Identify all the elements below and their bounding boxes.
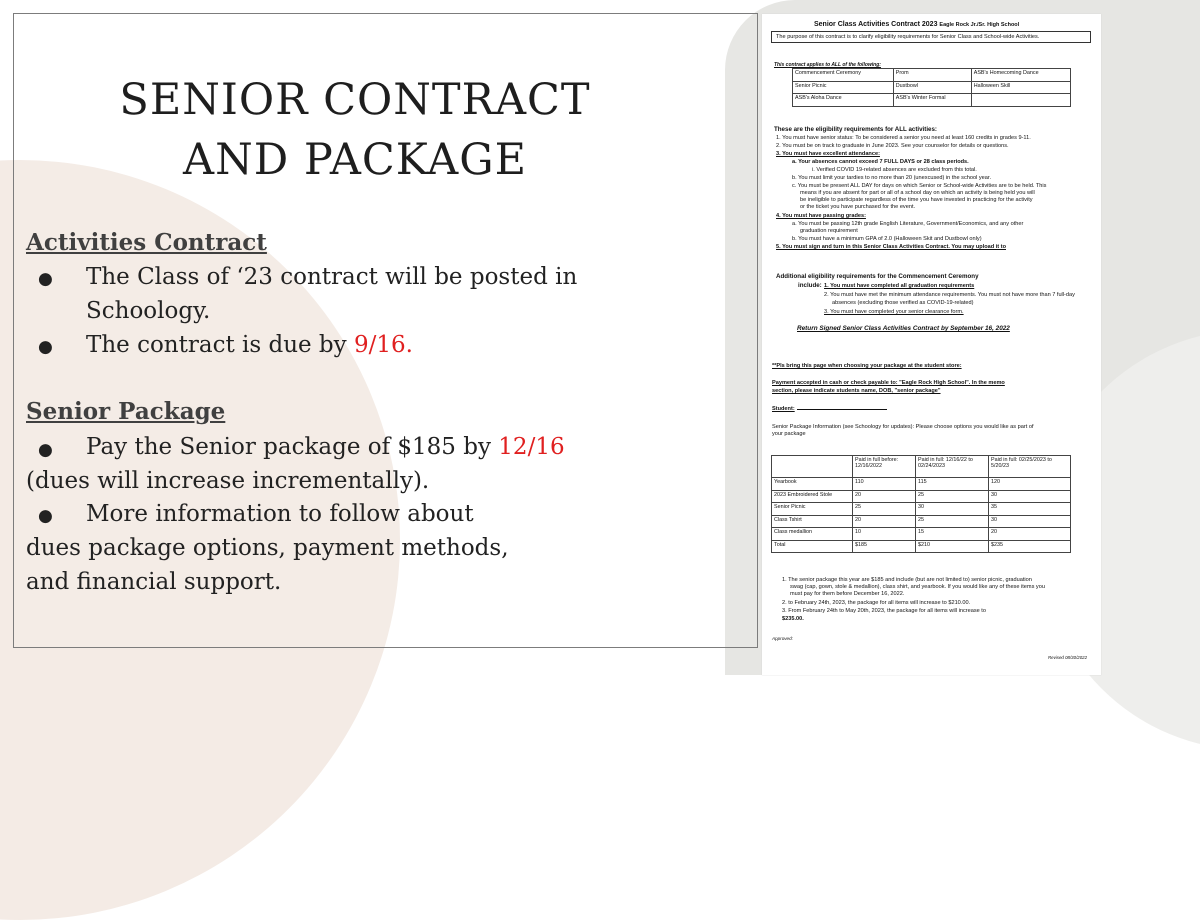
package-price-text: Pay the Senior package of $185 by: [86, 434, 499, 460]
doc-r2: 2. You must be on track to graduate in June 2023. See your counselor for details or questions.: [776, 143, 1009, 149]
doc-approved: Approved:: [772, 636, 793, 641]
doc-a2b: absences (excluding those verified as COVID-19-related): [832, 300, 974, 306]
doc-add-heading: Additional eligibility requirements for the Commencement Ceremony: [776, 273, 979, 280]
doc-n3b: $235.00.: [782, 616, 804, 622]
package-bullet-2c: and financial support.: [26, 569, 282, 595]
doc-n1c: must pay for them before December 16, 2022.: [790, 591, 905, 597]
package-bullet-2b: dues package options, payment methods,: [26, 535, 509, 561]
table-row: [772, 503, 1071, 516]
table-cell: ASB's Aloha Dance: [793, 94, 894, 107]
table-cell: 110: [853, 478, 916, 491]
doc-package-table: [771, 455, 1071, 553]
doc-r4a2: graduation requirement: [800, 228, 858, 234]
contract-document: [762, 14, 1101, 675]
doc-a2: 2. You must have met the minimum attendance requirements. You must not have more than 7 full-day: [824, 292, 1075, 298]
doc-purpose: The purpose of this contract is to clarify eligibility requirements for Senior Class and School-wide Activities.: [776, 34, 1040, 40]
table-cell: Senior Picnic: [772, 503, 853, 516]
doc-title: [814, 21, 1019, 29]
doc-r3c3: be ineligible to participate regardless of the time you have invested in practicing for the activity: [800, 197, 1033, 203]
doc-add-include: include:: [798, 282, 822, 289]
table-cell: 30: [989, 515, 1071, 528]
doc-n3a: 3. From February 24th to May 20th, 2023, the package for all items will increase to: [782, 608, 986, 614]
table-cell: 20: [853, 515, 916, 528]
table-header-cell: [772, 456, 853, 478]
activities-bullet-1b: Schoology.: [86, 298, 211, 324]
title-line-2: AND PACKAGE: [183, 135, 527, 185]
table-cell: 25: [916, 490, 989, 503]
table-cell: Commencement Ceremony: [793, 69, 894, 82]
doc-req-heading: These are the eligibility requirements for ALL activities:: [774, 126, 937, 133]
table-cell: 25: [853, 503, 916, 516]
doc-r3a1: i. Verified COVID 19-related absences are excluded from this total.: [812, 167, 977, 173]
activities-bullet-1a: The Class of ‘23 contract will be posted in: [86, 264, 578, 290]
table-header-cell: Paid in full: 02/25/2023 to 5/20/23: [989, 456, 1071, 478]
table-cell: $235: [989, 540, 1071, 553]
doc-student: [772, 406, 887, 413]
doc-r1: 1. You must have senior status: To be considered a senior you need at least 160 credits in grades 9-11.: [776, 135, 1031, 141]
doc-payment2: section, please indicate students name, DOB, "senior package": [772, 388, 941, 394]
table-cell: 30: [916, 503, 989, 516]
doc-r3c4: or the ticket you have purchased for the event.: [800, 204, 916, 210]
table-row: [793, 94, 1071, 107]
table-cell: Senior Picnic: [793, 81, 894, 94]
due-text: The contract is due by: [86, 332, 354, 358]
table-header-cell: Paid in full: 12/16/22 to 02/24/2023: [916, 456, 989, 478]
activities-bullet-2: [86, 329, 413, 362]
slide-title: [60, 70, 650, 190]
doc-applies: This contract applies to ALL of the following:: [774, 62, 881, 68]
table-row: [772, 478, 1071, 491]
bullet-icon: ●: [38, 506, 53, 526]
doc-school: Eagle Rock Jr./Sr. High School: [939, 22, 1020, 28]
table-cell: Yearbook: [772, 478, 853, 491]
activities-heading: Activities Contract: [26, 229, 267, 256]
table-row: [793, 69, 1071, 82]
bullet-icon: ●: [38, 440, 53, 460]
table-cell: Dustbowl: [893, 81, 971, 94]
table-cell: ASB's Winter Formal: [893, 94, 971, 107]
doc-pls: **Pls bring this page when choosing your package at the student store:: [772, 363, 962, 369]
table-cell: $210: [916, 540, 989, 553]
table-row: [772, 490, 1071, 503]
table-cell: ASB's Homecoming Dance: [971, 69, 1070, 82]
table-cell: 20: [853, 490, 916, 503]
package-bullet-1: [86, 431, 565, 464]
bullet-icon: ●: [38, 269, 53, 289]
doc-revised: Revised 08/30/2022: [1048, 655, 1088, 660]
table-cell: [971, 94, 1070, 107]
table-cell: Total: [772, 540, 853, 553]
doc-student-label: Student:: [772, 406, 795, 412]
table-row: [772, 528, 1071, 541]
table-cell: Class medallion: [772, 528, 853, 541]
doc-r4: 4. You must have passing grades:: [776, 213, 866, 219]
doc-r3c2: means if you are absent for part or all of a school day on which an activity is being held you will: [800, 190, 1035, 196]
doc-r4b: b. You must have a minimum GPA of 2.0 (Halloween Skit and Dustbowl only): [792, 236, 982, 242]
doc-n1b: swag (cap, gown, stole & medallion), class shirt, and yearbook. If you would like any of these items you: [790, 584, 1045, 590]
table-row: [772, 540, 1071, 553]
doc-r4a1: a. You must be passing 12th grade English Literature, Government/Economics, and any other: [792, 221, 1024, 227]
table-cell: 10: [853, 528, 916, 541]
bullet-icon: ●: [38, 337, 53, 357]
package-bullet-2a: More information to follow about: [86, 501, 474, 527]
doc-activities-table: [792, 68, 1071, 107]
table-cell: 115: [916, 478, 989, 491]
doc-return: Return Signed Senior Class Activities Contract by September 16, 2022: [797, 325, 1010, 332]
doc-r3a: a. Your absences cannot exceed 7 FULL DAYS or 28 class periods.: [792, 159, 969, 165]
title-line-1: SENIOR CONTRACT: [119, 75, 591, 125]
table-cell: 30: [989, 490, 1071, 503]
table-cell: 120: [989, 478, 1071, 491]
doc-r3: 3. You must have excellent attendance:: [776, 151, 880, 157]
table-cell: 2023 Embroidered Stole: [772, 490, 853, 503]
due-date: 9/16.: [353, 332, 413, 358]
doc-title-text: Senior Class Activities Contract 2023: [814, 21, 938, 28]
table-cell: 35: [989, 503, 1071, 516]
doc-r5: 5. You must sign and turn in this Senior Class Activities Contract. You may upload it to: [776, 244, 1006, 250]
table-cell: 20: [989, 528, 1071, 541]
package-heading: Senior Package: [26, 398, 226, 425]
table-row: [772, 515, 1071, 528]
package-due-date: 12/16: [498, 434, 565, 460]
doc-n2: 2. to February 24th, 2023, the package for all items will increase to $210.00.: [782, 600, 971, 606]
table-cell: Halloween Skill: [971, 81, 1070, 94]
table-header-cell: Paid in full before: 12/16/2022: [853, 456, 916, 478]
doc-r3b: b. You must limit your tardies to no more than 20 (unexcused) in the school year.: [792, 175, 991, 181]
table-cell: 15: [916, 528, 989, 541]
table-cell: 25: [916, 515, 989, 528]
doc-payment1: Payment accepted in cash or check payable to: "Eagle Rock High School". In the memo: [772, 380, 1005, 386]
table-header-row: [772, 456, 1071, 478]
package-bullet-1-cont: (dues will increase incrementally).: [26, 468, 430, 494]
doc-a1: 1. You must have completed all graduation requirements: [824, 283, 975, 289]
doc-n1a: 1. The senior package this year are $185 and include (but are not limited to) senior picnic, graduation: [782, 577, 1032, 583]
table-row: [793, 81, 1071, 94]
doc-pkg-info1: Senior Package Information (see Schoology for updates): Please choose options you would like as part of: [772, 424, 1034, 430]
table-cell: Class Tshirt: [772, 515, 853, 528]
doc-r3c1: c. You must be present ALL DAY for days on which Senior or School-wide Activities are to be held. This: [792, 183, 1047, 189]
table-cell: Prom: [893, 69, 971, 82]
doc-pkg-info2: your package: [772, 431, 806, 437]
table-cell: $185: [853, 540, 916, 553]
doc-a3: 3. You must have completed your senior clearance form.: [824, 309, 964, 315]
